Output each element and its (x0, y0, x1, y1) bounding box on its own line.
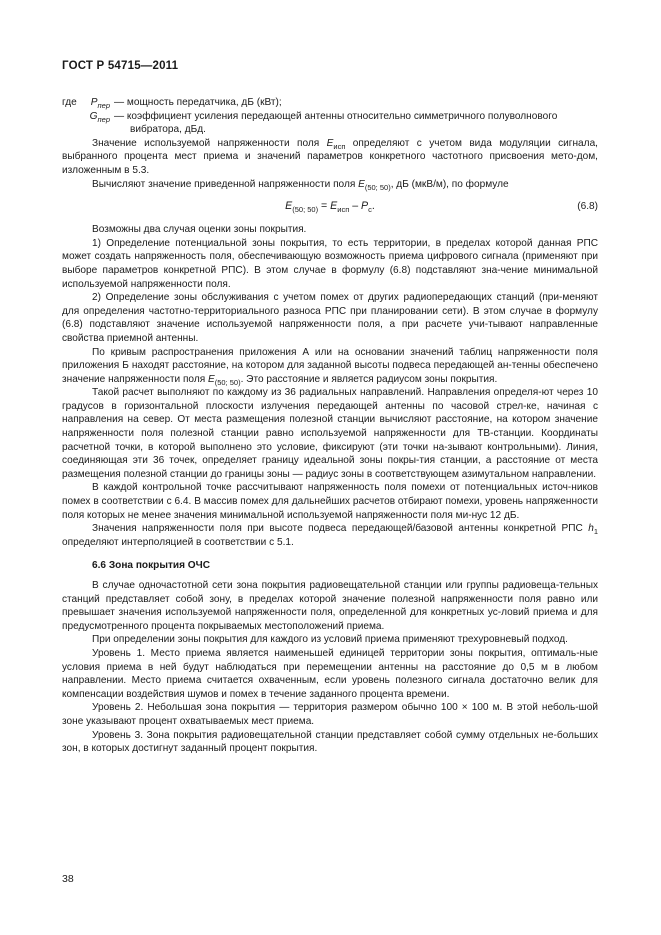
paragraph-1: Значение используемой напряженности поля $E_{исп}$ определяют с учетом вида модуляции сигнала, выбранного процента мест приема и значений параметров конкретного частотного присвоения мето-дом, изложенным в 5.3. (62, 137, 598, 176)
paragraph-9: Значения напряженности поля при высоте подвеса передающей/базовой антенны конкретной РПС $h_1$ определяют интерполяцией в соответствии с 5.1. (62, 523, 598, 548)
paragraph-12: Уровень 1. Место приема является наименьшей единицей территории зоны покрытия, оптималь-ные условия приема в ней будут наблюдаться при перемещении антенны на расстояние до 0,5 м в любом направлении. Место приема считается охваченным, если уровень полезного сигнала достаточно велик для компенсации воздействия шумов и помех в течение заданного процента времени. (62, 647, 598, 700)
document-header: ГОСТ Р 54715—2011 (62, 60, 179, 72)
formula-expression: $E_{(50; 50)} = E_{исп} - P_c$. (285, 200, 375, 215)
section-heading: 6.6 Зона покрытия ОЧС (92, 560, 211, 572)
paragraph-5: 2) Определение зоны обслуживания с учетом помех от других радиопередающих станций (при-меняют для определения частотно-территориального разноса РПС при планировании сети). В этом случае в формулу (6.8) подставляют значение используемой напряженности поля, а при расчете учи-тывают направленные свойства приемной антенны. (62, 292, 598, 344)
paragraph-11: При определении зоны покрытия для каждого из условий приема применяют трехуровневый подход. (92, 634, 568, 646)
formula-6-8 (62, 195, 598, 219)
paragraph-7: Такой расчет выполняют по каждому из 36 радиальных направлений. Направления определя-ют через 10 градусов в горизонтальной плоскости излучения передающей антенны по часовой стрел-ке, начиная с направления на север. От места размещения полезной станции вычисляют расстояние, на котором значение напряженности поля полезной станции равно используемой напряженности для ТВ-станции. Координаты расчетной точки, в которой выполнено это условие, фиксируют (эти точки на-зывают контрольными). Линия, соединяющая эти 36 точек, определяет границу идеальной зоны покры-тия станции, а расстояние от места размещения полезной станции до границы зоны — радиус зоны в соответствующем азимутальном направлении. (62, 387, 598, 480)
symbol-p: P (90, 97, 98, 108)
definition-p: где $P_{пер}$ — мощность передатчика, дБ (кВт); (62, 96, 598, 110)
page-content (62, 96, 598, 756)
paragraph-13: Уровень 2. Небольшая зона покрытия — территория размером обычно 100 × 100 м. В этой неболь-шой зоне указывают процент охватываемых мест приема. (62, 702, 598, 727)
definition-g: $G_{пер}$ — коэффициент усиления передающей антенны относительно симметричного полуволнового вибратора, дБд. (62, 110, 598, 137)
definition-g-text-cont: вибратора, дБд. (130, 124, 206, 136)
paragraph-4: 1) Определение потенциальной зоны покрытия, то есть территории, в пределах которой данная РПС может создать напряженность поля, обеспечивающую возможность приема цифрового сигнала (применяют при выборе параметров конкретной РПС). В этом случае в формулу (6.8) подставляют зна-чение минимальной используемой напряженности поля. (62, 237, 598, 290)
paragraph-8: В каждой контрольной точке рассчитывают напряженность поля помехи от потенциальных источ-ников помех в соответствии с 6.4. В массив помех для дальнейших расчетов отбирают помехи, уровень напряженности поля которых не менее значения минимальной используемой напряженности поля ми-нус 12 дБ. (62, 482, 598, 521)
paragraph-3: Возможны два случая оценки зоны покрытия. (92, 224, 307, 236)
definition-g-text: — коэффициент усиления передающей антенны относительно симметричного полуволнового (114, 110, 558, 122)
paragraph-14: Уровень 3. Зона покрытия радиовещательной станции представляет собой сумму отдельных не-больших зон, в которых достигнут заданный процент покрытия. (62, 729, 598, 755)
paragraph-6: По кривым распространения приложения А или на основании значений таблиц напряженности поля приложения Б находят расстояние, на котором для заданной высоты подвеса передающей ан-тенны обеспечено значение напряженности поля $E_{(50; 50)}$. Это расстояние и является радиусом зоны покрытия. (62, 346, 598, 387)
definition-p-text: — мощность передатчика, дБ (кВт); (114, 97, 282, 108)
formula-number: (6.8) (577, 201, 598, 213)
paragraph-2: Вычисляют значение приведенной напряженности поля $E_{(50; 50)}$, дБ (мкВ/м), по формуле (92, 178, 509, 192)
page-number: 38 (62, 873, 74, 885)
where-label: где (62, 97, 77, 108)
symbol-g: G (89, 110, 98, 122)
paragraph-10: В случае одночастотной сети зона покрытия радиовещательной станции или группы радиовеща-тельных станций представляет собой зону, в пределах которой значение полезной напряженности поля равно или превышает значения используемой напряженности поля, определенной для конкретных ус-ловий приема и для предусмотренного процента покрываемых местоположений приема. (62, 580, 598, 632)
